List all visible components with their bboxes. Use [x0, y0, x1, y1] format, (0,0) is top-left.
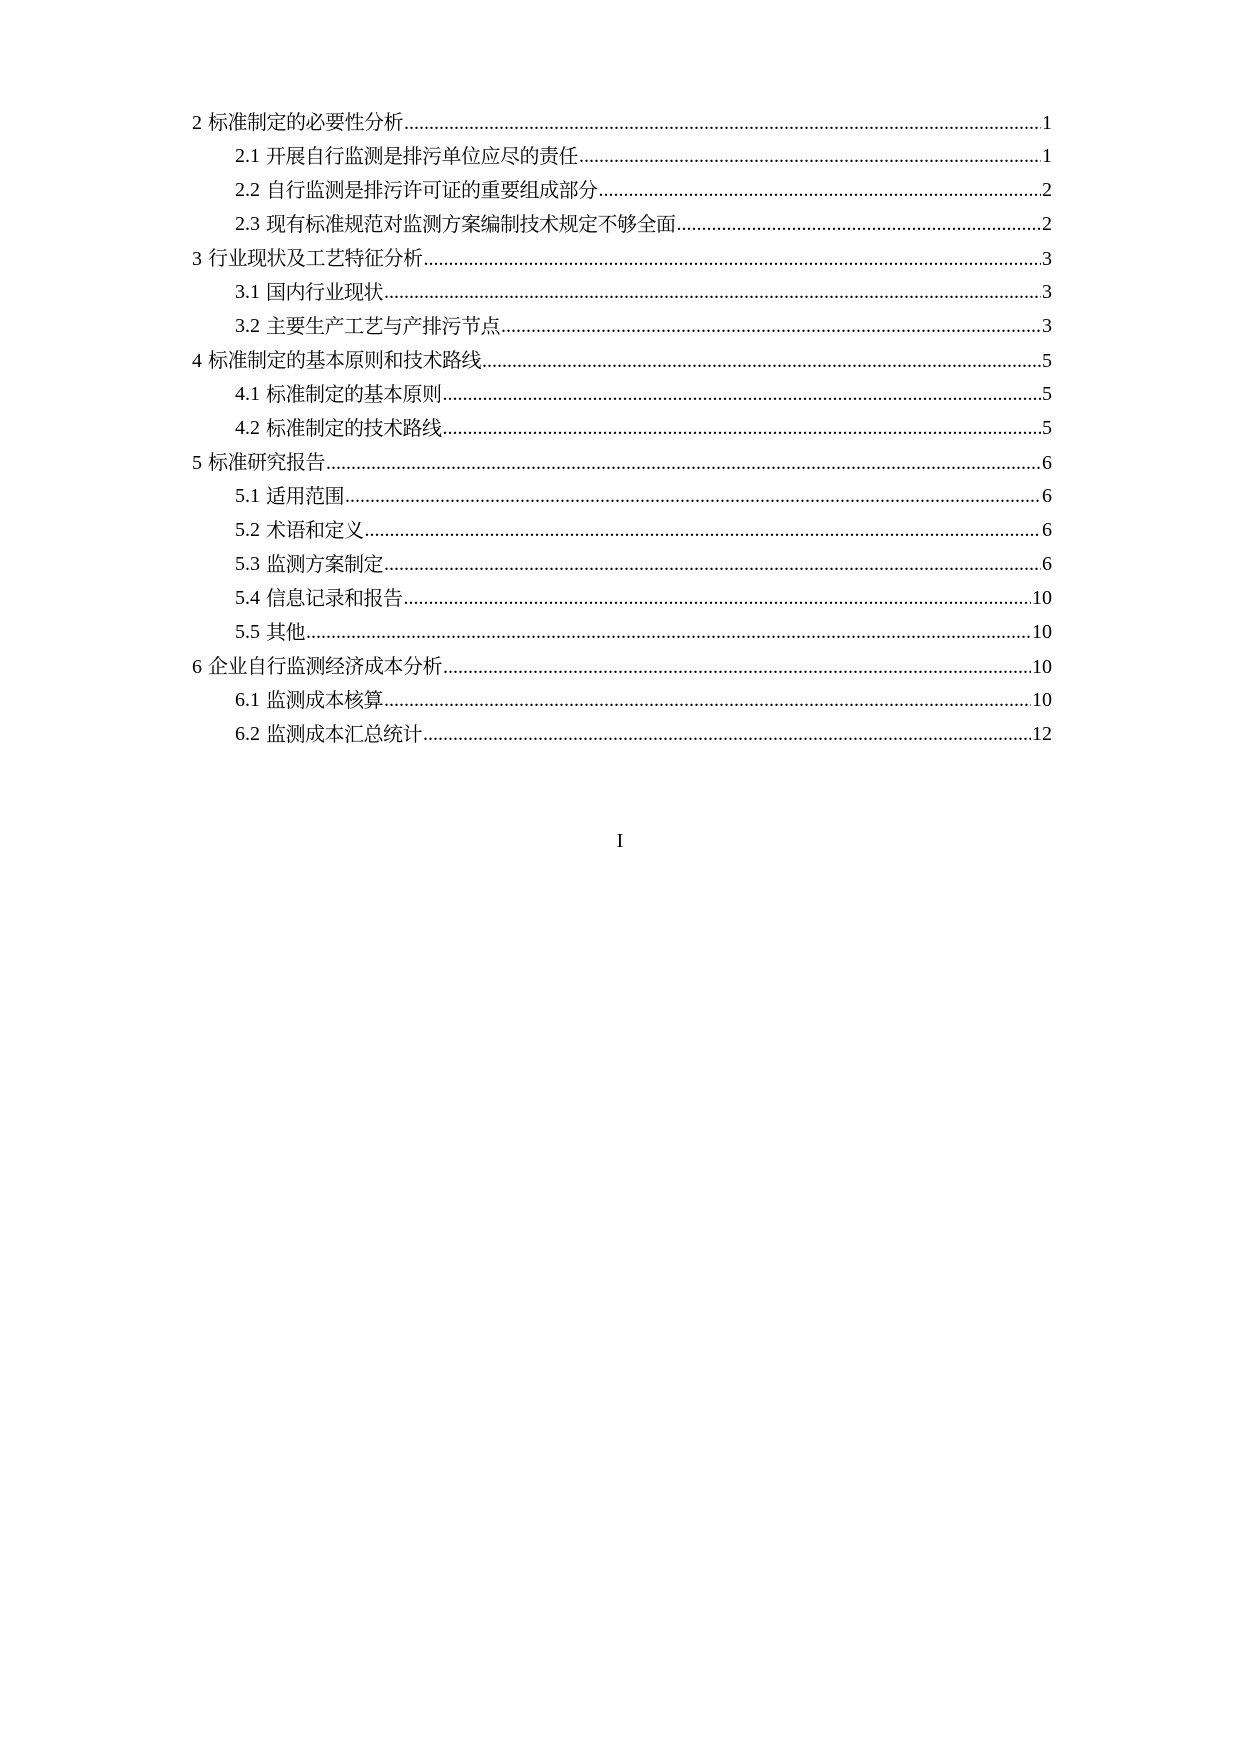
toc-dot-leader — [404, 586, 1032, 610]
toc-section-entry[interactable] — [192, 508, 1052, 542]
toc-entry-number: 4 — [192, 350, 202, 372]
toc-entry-number: 6.1 — [235, 689, 260, 711]
toc-dot-leader — [384, 552, 1041, 576]
toc-entry-number: 4.1 — [235, 383, 260, 405]
toc-entry-page: 6 — [1042, 519, 1052, 541]
toc-entry-title: 标准制定的必要性分析 — [208, 110, 403, 134]
toc-entry-page: 10 — [1032, 587, 1052, 609]
toc-dot-leader — [306, 620, 1031, 644]
toc-entry-number: 5.3 — [235, 553, 260, 575]
toc-entry-page: 1 — [1042, 112, 1052, 134]
toc-section-entry[interactable] — [192, 712, 1052, 746]
toc-entry-page: 1 — [1042, 145, 1052, 167]
toc-dot-leader — [677, 212, 1042, 236]
toc-dot-leader — [443, 416, 1042, 440]
toc-entry-title: 标准研究报告 — [208, 450, 325, 474]
toc-entry-title: 主要生产工艺与产排污节点 — [266, 314, 500, 338]
toc-chapter-entry[interactable] — [192, 110, 1052, 136]
table-of-contents — [192, 110, 1052, 746]
toc-entry-number: 3.1 — [235, 281, 260, 303]
toc-dot-leader — [482, 349, 1041, 373]
toc-entry-number: 2.1 — [235, 145, 260, 167]
toc-dot-leader — [599, 178, 1042, 202]
toc-section-entry[interactable] — [192, 272, 1052, 304]
toc-entry-title: 其他 — [266, 620, 305, 644]
toc-section-entry[interactable] — [192, 680, 1052, 712]
toc-entry-title: 企业自行监测经济成本分析 — [208, 654, 442, 678]
toc-entry-page: 10 — [1032, 656, 1052, 678]
toc-entry-title: 监测成本汇总统计 — [266, 722, 422, 746]
toc-entry-title: 标准制定的技术路线 — [266, 416, 442, 440]
toc-entry-title: 标准制定的基本原则 — [266, 382, 442, 406]
toc-entry-title: 监测方案制定 — [266, 552, 383, 576]
toc-entry-number: 3.2 — [235, 315, 260, 337]
toc-entry-title: 术语和定义 — [266, 518, 364, 542]
toc-entry-number: 5.5 — [235, 621, 260, 643]
toc-dot-leader — [579, 144, 1041, 168]
toc-section-entry[interactable] — [192, 542, 1052, 576]
toc-section-entry[interactable] — [192, 610, 1052, 644]
toc-section-entry[interactable] — [192, 476, 1052, 508]
toc-dot-leader — [423, 722, 1031, 746]
toc-dot-leader — [384, 688, 1031, 712]
toc-entry-title: 标准制定的基本原则和技术路线 — [208, 348, 481, 372]
toc-entry-number: 2.2 — [235, 179, 260, 201]
toc-chapter-entry[interactable] — [192, 246, 1052, 272]
toc-dot-leader — [345, 484, 1041, 508]
toc-entry-page: 2 — [1042, 179, 1052, 201]
toc-dot-leader — [404, 111, 1041, 135]
toc-entry-number: 4.2 — [235, 417, 260, 439]
toc-dot-leader — [443, 655, 1031, 679]
toc-entry-title: 信息记录和报告 — [266, 586, 403, 610]
toc-entry-title: 监测成本核算 — [266, 688, 383, 712]
toc-entry-title: 行业现状及工艺特征分析 — [208, 246, 423, 270]
toc-entry-page: 6 — [1042, 452, 1052, 474]
toc-dot-leader — [326, 451, 1041, 475]
toc-entry-title: 自行监测是排污许可证的重要组成部分 — [266, 178, 598, 202]
page-number: I — [616, 830, 624, 852]
toc-entry-number: 5 — [192, 452, 202, 474]
toc-entry-number: 6 — [192, 656, 202, 678]
toc-chapter-entry[interactable] — [192, 654, 1052, 680]
toc-entry-page: 5 — [1042, 350, 1052, 372]
toc-entry-page: 10 — [1032, 689, 1052, 711]
toc-dot-leader — [384, 280, 1041, 304]
toc-section-entry[interactable] — [192, 168, 1052, 202]
toc-entry-page: 2 — [1042, 213, 1052, 235]
toc-entry-number: 2.3 — [235, 213, 260, 235]
toc-entry-number: 5.1 — [235, 485, 260, 507]
toc-dot-leader — [365, 518, 1042, 542]
toc-entry-page: 3 — [1042, 248, 1052, 270]
toc-entry-page: 5 — [1042, 417, 1052, 439]
toc-chapter-entry[interactable] — [192, 348, 1052, 374]
toc-section-entry[interactable] — [192, 304, 1052, 338]
toc-section-entry[interactable] — [192, 406, 1052, 440]
toc-section-entry[interactable] — [192, 136, 1052, 168]
toc-entry-page: 6 — [1042, 485, 1052, 507]
toc-entry-page: 6 — [1042, 553, 1052, 575]
toc-dot-leader — [424, 247, 1042, 271]
toc-entry-title: 现有标准规范对监测方案编制技术规定不够全面 — [266, 212, 676, 236]
toc-entry-number: 5.4 — [235, 587, 260, 609]
toc-entry-page: 10 — [1032, 621, 1052, 643]
toc-dot-leader — [443, 382, 1042, 406]
toc-entry-page: 3 — [1042, 281, 1052, 303]
toc-chapter-entry[interactable] — [192, 450, 1052, 476]
toc-entry-title: 开展自行监测是排污单位应尽的责任 — [266, 144, 578, 168]
toc-entry-number: 2 — [192, 112, 202, 134]
toc-entry-title: 适用范围 — [266, 484, 344, 508]
toc-section-entry[interactable] — [192, 374, 1052, 406]
toc-entry-number: 5.2 — [235, 519, 260, 541]
toc-entry-number: 6.2 — [235, 723, 260, 745]
toc-dot-leader — [501, 314, 1041, 338]
toc-entry-page: 5 — [1042, 383, 1052, 405]
toc-section-entry[interactable] — [192, 576, 1052, 610]
toc-entry-title: 国内行业现状 — [266, 280, 383, 304]
toc-section-entry[interactable] — [192, 202, 1052, 236]
toc-entry-page: 3 — [1042, 315, 1052, 337]
toc-entry-number: 3 — [192, 248, 202, 270]
toc-entry-page: 12 — [1032, 723, 1052, 745]
